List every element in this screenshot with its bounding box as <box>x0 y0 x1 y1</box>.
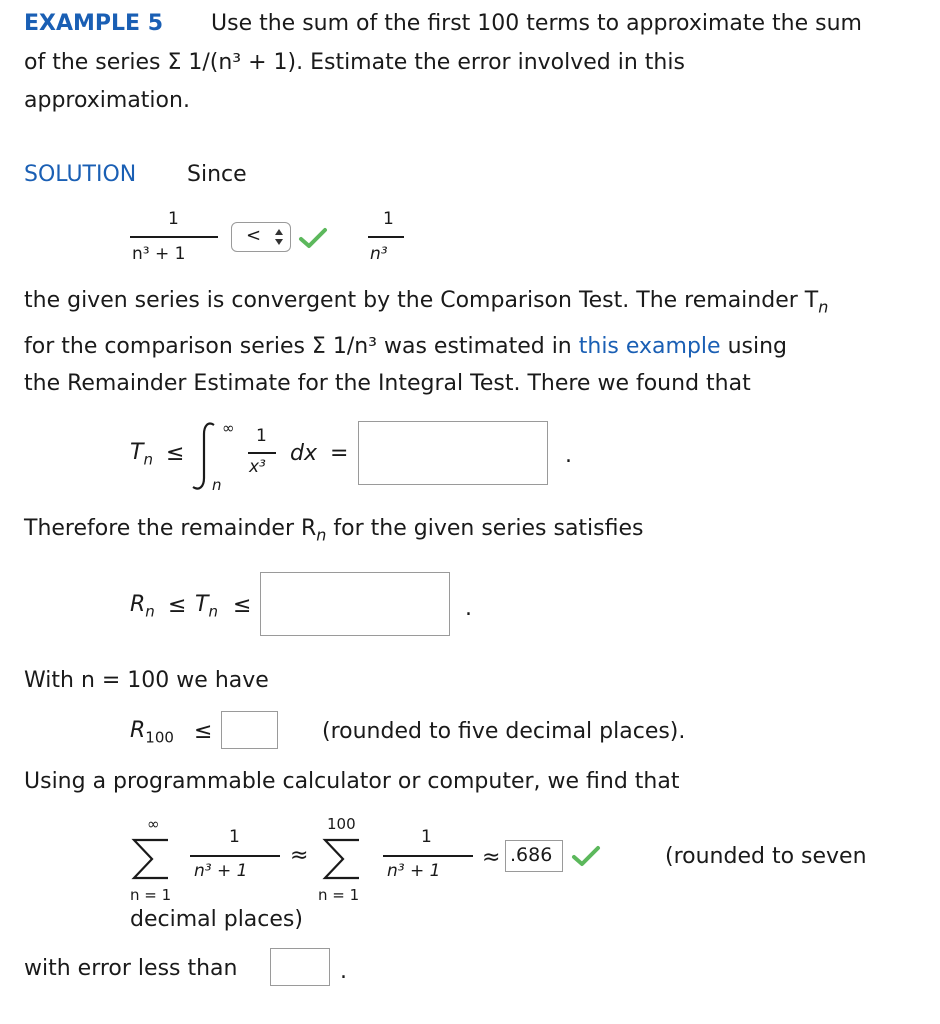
approx-sign-1: ≈ <box>290 843 309 868</box>
body-line2-post: using <box>720 334 788 359</box>
r100-leq: ≤ <box>194 719 213 744</box>
remainder-leq2: ≤ <box>233 593 252 618</box>
remainder-T-sub: n <box>208 602 218 621</box>
term1-denominator: n³ + 1 <box>194 861 248 881</box>
remainder-text-sub: n <box>316 525 327 545</box>
term1-bar <box>190 855 280 857</box>
sum2-lower-limit: n = 1 <box>318 886 360 904</box>
left-fraction-denominator: n³ + 1 <box>132 244 186 264</box>
rounding-note-seven: (rounded to seven <box>665 844 867 869</box>
this-example-link[interactable]: this example <box>578 334 721 359</box>
sum1-lower-limit: n = 1 <box>130 886 172 904</box>
integral-upper-limit: ∞ <box>222 419 235 437</box>
remainder-T <box>195 594 218 619</box>
integrand-bar <box>248 452 276 454</box>
body-line2-pre: for the comparison series Σ 1/n³ was estimated in <box>24 334 579 359</box>
integral-lower-limit: n <box>212 476 222 494</box>
inequality-select[interactable] <box>231 222 291 252</box>
remainder-period: . <box>465 596 472 621</box>
correct-check-icon <box>298 226 328 250</box>
left-fraction-bar <box>130 236 218 238</box>
integral-period: . <box>565 443 572 468</box>
remainder-T-letter: T <box>195 592 209 617</box>
integrand-denominator: x³ <box>249 457 266 477</box>
problem-text-line3: approximation. <box>24 88 190 113</box>
term2-numerator: 1 <box>421 827 432 847</box>
remainder-text-post: for the given series satisfies <box>326 516 644 541</box>
sum2-upper-limit: 100 <box>327 815 356 833</box>
r100-label <box>130 720 174 745</box>
body-line3: the Remainder Estimate for the Integral Test. There we found that <box>24 371 751 396</box>
problem-text-line1: Use the sum of the first 100 terms to approximate the sum <box>211 11 862 36</box>
inequality-selected-value: < <box>246 225 262 246</box>
integral-dx: dx <box>290 441 317 466</box>
error-period: . <box>340 959 347 984</box>
r100-sub: 100 <box>145 728 174 747</box>
body-line1-sub: n <box>818 297 829 317</box>
calculator-text: Using a programmable calculator or computer, we find that <box>24 769 680 794</box>
term1-numerator: 1 <box>229 827 240 847</box>
body-line1-text: the given series is convergent by the Comparison Test. The remainder T <box>24 288 819 313</box>
remainder-R <box>130 594 155 619</box>
body-line2 <box>24 336 787 358</box>
problem-text-line2: of the series Σ 1/(n³ + 1). Estimate the error involved in this <box>24 50 685 75</box>
sum1-upper-limit: ∞ <box>147 815 160 833</box>
term2-denominator: n³ + 1 <box>387 861 441 881</box>
rounding-note-decimal: decimal places) <box>130 907 303 932</box>
r100-answer-input[interactable] <box>221 711 278 749</box>
remainder-leq1: ≤ <box>168 593 187 618</box>
remainder-text-pre: Therefore the remainder R <box>24 516 317 541</box>
integral-equals: = <box>330 441 349 466</box>
example-label: EXAMPLE 5 <box>24 11 164 36</box>
remainder-answer-input[interactable] <box>260 572 450 636</box>
integral-lhs <box>130 442 153 467</box>
sigma-icon-2 <box>321 836 363 882</box>
approx-sign-2: ≈ <box>482 845 501 870</box>
body-line1 <box>24 290 828 315</box>
since-text: Since <box>187 162 247 187</box>
right-fraction-bar <box>368 236 404 238</box>
integral-answer-input[interactable] <box>358 421 548 485</box>
r100-letter: R <box>130 718 146 743</box>
sum-answer-input[interactable]: .686 <box>505 840 563 872</box>
error-answer-input[interactable] <box>270 948 330 986</box>
r100-rounding-note: (rounded to five decimal places). <box>322 719 686 744</box>
term2-bar <box>383 855 473 857</box>
sigma-icon-1 <box>130 836 172 882</box>
select-updown-icon <box>274 227 284 247</box>
error-text: with error less than <box>24 956 238 981</box>
with-n-text: With n = 100 we have <box>24 668 269 693</box>
integral-lhs-sub: n <box>143 450 153 469</box>
solution-label: SOLUTION <box>24 162 137 187</box>
integral-leq: ≤ <box>166 441 185 466</box>
correct-check-icon-2 <box>571 844 601 868</box>
right-fraction-numerator: 1 <box>383 209 394 229</box>
remainder-R-letter: R <box>130 592 146 617</box>
right-fraction-denominator: n³ <box>370 244 388 264</box>
remainder-R-sub: n <box>145 602 155 621</box>
remainder-text <box>24 518 643 543</box>
integral-lhs-T: T <box>130 440 144 465</box>
integrand-numerator: 1 <box>256 426 267 446</box>
left-fraction-numerator: 1 <box>168 209 179 229</box>
